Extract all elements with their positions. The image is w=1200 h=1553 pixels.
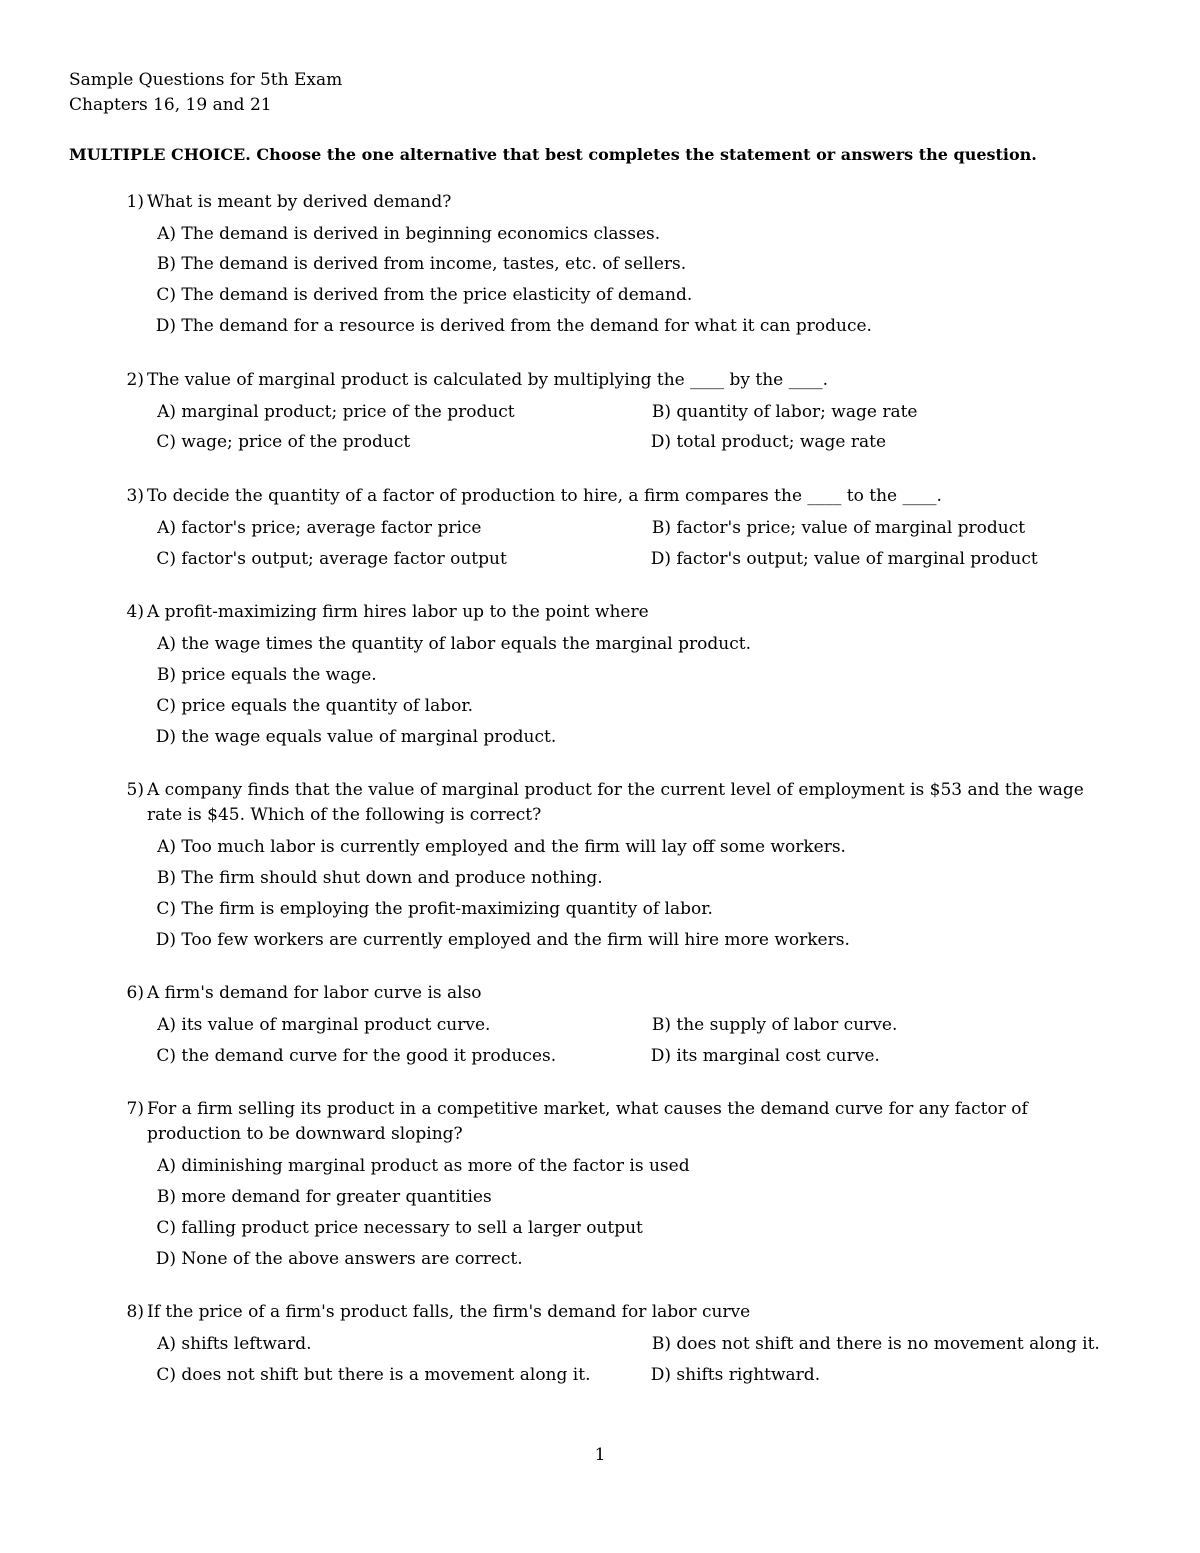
option-letter: D) — [650, 1046, 671, 1066]
option-letter: A) — [157, 224, 176, 244]
question-text: If the price of a firm's product falls, the firm's demand for labor curve — [147, 1302, 751, 1322]
question-number: 1) — [126, 192, 144, 212]
option-c — [150, 1044, 556, 1068]
option-text: The firm is employing the profit-maximizing quantity of labor. — [181, 899, 713, 919]
option-letter: B) — [651, 1015, 671, 1035]
option-text: marginal product; price of the product — [181, 402, 515, 422]
option-text: its value of marginal product curve. — [181, 1015, 491, 1035]
option-text: does not shift but there is a movement along it. — [181, 1365, 591, 1385]
option-letter: B) — [156, 254, 176, 274]
option-text: factor's price; average factor price — [181, 518, 482, 538]
option-text: The demand for a resource is derived from the demand for what it can produce. — [181, 316, 872, 336]
option-text: diminishing marginal product as more of the factor is used — [181, 1156, 690, 1176]
option-letter: D) — [650, 432, 671, 452]
option-d — [645, 430, 886, 454]
option-d — [645, 547, 1038, 571]
option-letter: A) — [157, 1334, 176, 1354]
question-number: 5) — [126, 780, 144, 800]
question-text: The value of marginal product is calculated by multiplying the ____ by the ____. — [147, 370, 829, 390]
option-d — [645, 1044, 880, 1068]
option-letter: D) — [155, 316, 176, 336]
option-a — [150, 516, 482, 540]
option-b — [150, 1185, 492, 1209]
question-text: What is meant by derived demand? — [147, 192, 452, 212]
option-letter: C) — [156, 1218, 176, 1238]
option-text: the demand curve for the good it produces. — [181, 1046, 557, 1066]
option-letter: D) — [155, 930, 176, 950]
question-number: 4) — [126, 602, 144, 622]
option-c — [150, 897, 713, 921]
option-letter: A) — [157, 1015, 176, 1035]
option-letter: B) — [651, 518, 671, 538]
option-letter: D) — [650, 549, 671, 569]
option-letter: C) — [156, 1046, 176, 1066]
option-letter: C) — [156, 1365, 176, 1385]
option-b — [150, 866, 603, 890]
option-c — [150, 547, 507, 571]
question-number: 2) — [126, 370, 144, 390]
option-letter: C) — [156, 432, 176, 452]
question-number: 3) — [126, 486, 144, 506]
option-text: does not shift and there is no movement along it. — [676, 1334, 1100, 1354]
option-letter: C) — [156, 696, 176, 716]
option-text: its marginal cost curve. — [676, 1046, 880, 1066]
option-b — [150, 252, 686, 276]
option-d — [150, 314, 872, 338]
option-a — [150, 222, 660, 246]
option-b — [150, 663, 377, 687]
option-text: price equals the wage. — [181, 665, 377, 685]
option-c — [150, 1216, 643, 1240]
question-text: To decide the quantity of a factor of production to hire, a firm compares the ____ to the ____. — [147, 486, 942, 506]
instructions-heading: MULTIPLE CHOICE. Choose the one alternative that best completes the statement or answers the question. — [69, 145, 1037, 164]
option-text: the wage equals value of marginal product. — [181, 727, 557, 747]
question-text: A company finds that the value of marginal product for the current level of employment is $53 and the wage rate is $45. Which of the following is correct? — [147, 780, 1084, 825]
document-title: Sample Questions for 5th Exam — [69, 70, 343, 90]
option-text: quantity of labor; wage rate — [676, 402, 918, 422]
option-a — [150, 1332, 312, 1356]
option-letter: A) — [157, 634, 176, 654]
option-c — [150, 283, 692, 307]
option-text: The demand is derived in beginning economics classes. — [181, 224, 661, 244]
option-text: more demand for greater quantities — [181, 1187, 492, 1207]
option-a — [150, 1154, 690, 1178]
option-letter: D) — [155, 727, 176, 747]
option-text: the wage times the quantity of labor equals the marginal product. — [181, 634, 751, 654]
option-text: The demand is derived from income, tastes, etc. of sellers. — [181, 254, 687, 274]
option-text: Too few workers are currently employed and the firm will hire more workers. — [181, 930, 850, 950]
option-text: None of the above answers are correct. — [181, 1249, 523, 1269]
question-number: 8) — [126, 1302, 144, 1322]
option-text: the supply of labor curve. — [676, 1015, 898, 1035]
option-letter: B) — [651, 402, 671, 422]
question-number: 6) — [126, 983, 144, 1003]
option-c — [150, 694, 473, 718]
option-text: factor's output; average factor output — [181, 549, 507, 569]
option-text: price equals the quantity of labor. — [181, 696, 473, 716]
option-a — [150, 835, 846, 859]
option-text: total product; wage rate — [676, 432, 887, 452]
option-d — [150, 928, 850, 952]
option-letter: A) — [157, 1156, 176, 1176]
option-letter: B) — [156, 868, 176, 888]
option-letter: C) — [156, 899, 176, 919]
option-text: falling product price necessary to sell a larger output — [181, 1218, 643, 1238]
option-letter: C) — [156, 549, 176, 569]
question-text: A profit-maximizing firm hires labor up to the point where — [147, 602, 649, 622]
option-letter: A) — [157, 402, 176, 422]
option-letter: C) — [156, 285, 176, 305]
option-text: wage; price of the product — [181, 432, 411, 452]
option-a — [150, 400, 515, 424]
option-letter: B) — [156, 665, 176, 685]
option-d — [150, 1247, 523, 1271]
page-number: 1 — [594, 1445, 606, 1465]
option-text: The firm should shut down and produce nothing. — [181, 868, 603, 888]
option-b — [645, 1013, 897, 1037]
option-d — [645, 1363, 820, 1387]
question-text: A firm's demand for labor curve is also — [147, 983, 482, 1003]
option-b — [645, 1332, 1100, 1356]
option-a — [150, 632, 751, 656]
option-text: factor's price; value of marginal product — [676, 518, 1026, 538]
option-a — [150, 1013, 490, 1037]
option-letter: D) — [650, 1365, 671, 1385]
option-letter: D) — [155, 1249, 176, 1269]
option-text: factor's output; value of marginal product — [676, 549, 1038, 569]
option-b — [645, 400, 918, 424]
option-letter: B) — [651, 1334, 671, 1354]
option-letter: B) — [156, 1187, 176, 1207]
option-text: The demand is derived from the price elasticity of demand. — [181, 285, 693, 305]
option-text: shifts leftward. — [181, 1334, 312, 1354]
option-text: Too much labor is currently employed and the firm will lay off some workers. — [181, 837, 846, 857]
option-letter: A) — [157, 837, 176, 857]
option-b — [645, 516, 1025, 540]
option-c — [150, 430, 410, 454]
document-subtitle: Chapters 16, 19 and 21 — [69, 95, 272, 115]
option-text: shifts rightward. — [676, 1365, 821, 1385]
question-number: 7) — [126, 1099, 144, 1119]
option-d — [150, 725, 556, 749]
option-c — [150, 1363, 590, 1387]
option-letter: A) — [157, 518, 176, 538]
question-text: For a firm selling its product in a competitive market, what causes the demand curve for any factor of production to be downward sloping? — [147, 1099, 1028, 1144]
